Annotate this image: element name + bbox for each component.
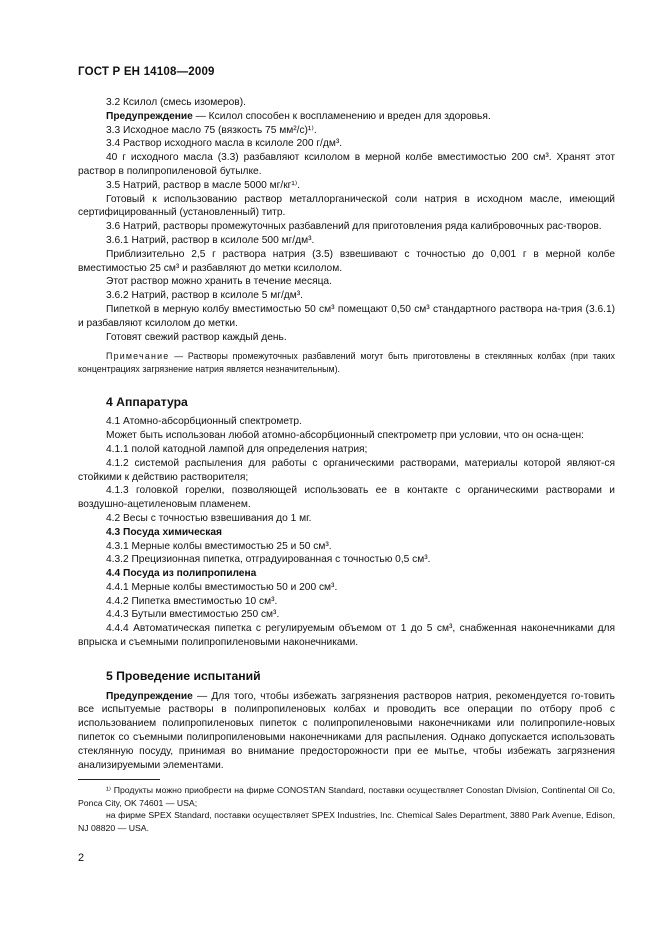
paragraph-text: Этот раствор можно хранить в течение месяца. — [106, 276, 332, 288]
section-3-paragraph — [78, 193, 615, 221]
page-body — [78, 96, 615, 834]
section-3-paragraph — [78, 289, 615, 303]
section-4-heading: 4 Аппаратура — [106, 394, 188, 409]
section-4-paragraph: 4.1.1 полой катодной лампой для определения натрия; — [106, 443, 368, 455]
note-label: Примечание — [106, 351, 170, 362]
paragraph-text: 3.2 Ксилол (смесь изомеров). — [106, 97, 246, 108]
footnote-separator — [78, 779, 160, 780]
section-3-paragraph — [78, 234, 615, 248]
warning-text: — Для того, чтобы избежать загрязнения растворов натрия, рекомендуется го-товить все испытуемые растворы в полипропиленовых колбах и проводить все операции по отбору проб с использованием полипропиленовых пипеток с полипропиленовыми наконечниками или полипропиле-новых пипеток со съемными полипропиленовыми наконечниками для распыления. Однако допускается использовать стеклянную посуду, принимая во внимание предосторожности при ее мытье, чтобы избежать загрязнения анализируемыми элементами. — [78, 690, 615, 771]
section-3-paragraph — [78, 331, 615, 345]
section-4-paragraph: 4.3.2 Прецизионная пипетка, отградуированная с точностью 0,5 см³. — [106, 554, 431, 566]
note — [78, 350, 615, 375]
section-3-paragraph — [78, 303, 615, 331]
warning-label: Предупреждение — [106, 110, 193, 122]
paragraph-text: Приблизительно 2,5 г раствора натрия (3.5) взвешивают с точностью до 0,001 г в мерной колбе вместимостью 25 см³ и разбавляют до метки ксилолом. — [78, 248, 615, 274]
paragraph-text: 3.3 Исходное масло 75 (вязкость 75 мм²/с)¹⁾. — [106, 124, 317, 136]
section-4-items — [78, 415, 615, 650]
section-4-paragraph: 4.4.2 Пипетка вместимостью 10 см³. — [106, 595, 278, 607]
section-5-heading: 5 Проведение испытаний — [106, 668, 261, 683]
paragraph-text: 40 г исходного масла (3.3) разбавляют ксилолом в мерной колбе вместимостью 200 см³. Хранят этот раствор в полипропиленовой бутылке. — [78, 152, 615, 177]
page-number: 2 — [78, 852, 85, 864]
paragraph-text: Готовят свежий раствор каждый день. — [106, 331, 287, 343]
paragraph-text: 3.4 Раствор исходного масла в ксилоле 200 г/дм³. — [106, 138, 343, 150]
section-4-paragraph: 4.4.3 Бутыли вместимостью 250 см³. — [106, 609, 280, 621]
document-header: ГОСТ Р ЕН 14108—2009 — [78, 66, 215, 78]
section-4-paragraph: 4.1 Атомно-абсорбционный спектрометр. — [106, 416, 302, 428]
paragraph-text: 3.5 Натрий, раствор в масле 5000 мг/кг¹⁾. — [106, 179, 301, 191]
section-3-paragraph — [78, 110, 615, 124]
paragraph-text: 3.6.2 Натрий, раствор в ксилоле 5 мг/дм³. — [106, 290, 303, 302]
section-4-paragraph: 4.4.1 Мерные колбы вместимостью 50 и 200 см³. — [106, 581, 338, 593]
section-3-items — [78, 96, 615, 344]
section-3-paragraph — [78, 220, 615, 234]
section-3-paragraph — [78, 151, 615, 179]
section-3-paragraph — [78, 179, 615, 193]
footnotes — [78, 784, 615, 834]
section-4-paragraph: Может быть использован любой атомно-абсорбционный спектрометр при условии, что он осна-щен: — [106, 430, 584, 442]
section-4-paragraph: 4.1.2 системой распыления для работы с органическими растворами, материалы которой являют-ся стойкими к действию растворителя; — [78, 457, 615, 483]
subsection-heading: 4.3 Посуда химическая — [106, 526, 222, 538]
section-3-paragraph — [78, 275, 615, 289]
section-5-warning — [78, 690, 615, 773]
paragraph-text: 3.6 Натрий, растворы промежуточных разбавлений для приготовления ряда калибровочных рас-творов. — [106, 221, 602, 233]
paragraph-text: — Ксилол способен к воспламенению и вреден для здоровья. — [192, 110, 491, 122]
section-4-paragraph: 4.1.3 головкой горелки, позволяющей использовать ее в контакте с органическими растворами и воздушно-ацетиленовым пламенем. — [78, 485, 615, 511]
note-text: — Растворы промежуточных разбавлений могут быть приготовлены в стеклянных колбах (при таких концентрациях загрязнение натрия является незначительным). — [78, 351, 615, 374]
section-3-paragraph — [78, 96, 615, 110]
paragraph-text: Готовый к использованию раствор металлорганической соли натрия в исходном масле, имеющий сертифицированный (установленный) титр. — [78, 193, 615, 219]
subsection-heading: 4.4 Посуда из полипропилена — [106, 568, 257, 580]
section-3-paragraph — [78, 137, 615, 151]
footnote: ¹⁾ Продукты можно приобрести на фирме CONOSTAN Standard, поставки осуществляет Conostan Division, Continental Oil Co, Ponca City, OK 74601 — USA; — [78, 785, 615, 808]
footnote: на фирме SPEX Standard, поставки осуществляет SPEX Industries, Inc. Chemical Sales Department, 3880 Park Avenue, Edison, NJ 08820 — USA. — [78, 810, 615, 833]
warning-label: Предупреждение — [106, 690, 193, 702]
section-4-paragraph: 4.3.1 Мерные колбы вместимостью 25 и 50 см³. — [106, 540, 332, 552]
section-3-paragraph — [78, 248, 615, 276]
paragraph-text: 3.6.1 Натрий, раствор в ксилоле 500 мг/дм³. — [106, 234, 315, 246]
paragraph-text: Пипеткой в мерную колбу вместимостью 50 см³ помещают 0,50 см³ стандартного раствора на-трия (3.6.1) и разбавляют ксилолом до метки. — [78, 303, 615, 329]
section-4-paragraph: 4.4.4 Автоматическая пипетка с регулируемым объемом от 1 до 5 см³, снабженная наконечниками для впрыска и съемными полипропиленовыми наконечниками. — [78, 623, 615, 649]
section-4-paragraph: 4.2 Весы с точностью взвешивания до 1 мг. — [106, 512, 312, 524]
section-3-paragraph — [78, 124, 615, 138]
